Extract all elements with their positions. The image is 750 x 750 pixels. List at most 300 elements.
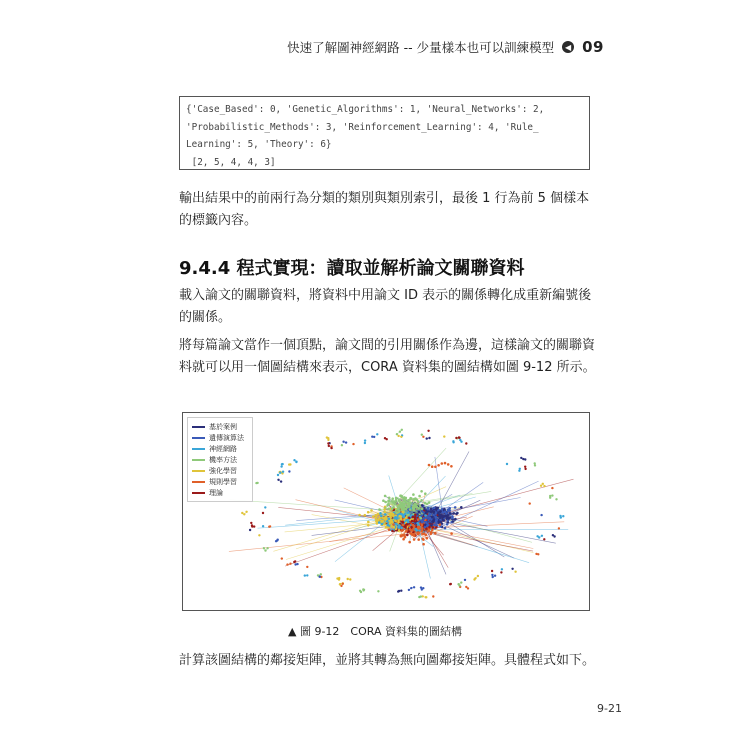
graph-node bbox=[388, 518, 391, 521]
graph-node bbox=[422, 543, 425, 546]
graph-node bbox=[414, 503, 417, 506]
graph-node bbox=[420, 586, 422, 588]
legend-swatch bbox=[192, 492, 205, 494]
graph-node bbox=[444, 462, 447, 465]
graph-node bbox=[449, 512, 452, 515]
graph-node bbox=[428, 526, 431, 529]
graph-node bbox=[264, 506, 266, 508]
graph-node bbox=[446, 523, 449, 526]
graph-node bbox=[379, 512, 382, 515]
graph-node bbox=[428, 437, 430, 439]
graph-node bbox=[378, 521, 381, 524]
graph-node bbox=[418, 596, 420, 598]
graph-node bbox=[423, 517, 426, 520]
graph-node bbox=[387, 508, 390, 511]
graph-node bbox=[398, 498, 401, 501]
code-line: Learning': 5, 'Theory': 6} bbox=[186, 139, 332, 150]
paragraph-adjacency-matrix: 計算該圖結構的鄰接矩陣，並將其轉為無向圖鄰接矩陣。具體程式如下。 bbox=[179, 653, 596, 668]
chevron-left-icon: ◀ bbox=[562, 41, 574, 53]
legend-label: 遺傳演算法 bbox=[209, 433, 244, 442]
paragraph-graph-structure: 將每篇論文當作一個頂點，論文間的引用關係作為邊，這樣論文的關聯資料就可以用一個圖結構來表示，CORA 資料集的圖結構如圖 9-12 所示。 bbox=[179, 338, 596, 375]
graph-node bbox=[384, 495, 387, 498]
graph-node bbox=[452, 520, 455, 523]
graph-node bbox=[434, 466, 437, 469]
graph-node bbox=[396, 433, 398, 435]
graph-node bbox=[395, 512, 398, 515]
graph-node bbox=[330, 447, 332, 449]
graph-node bbox=[399, 502, 402, 505]
graph-node bbox=[434, 532, 437, 535]
graph-node bbox=[397, 505, 400, 508]
graph-node bbox=[477, 575, 479, 577]
chapter-number: 09 bbox=[582, 38, 604, 56]
graph-node bbox=[430, 511, 433, 514]
graph-node bbox=[449, 516, 452, 519]
graph-node bbox=[421, 530, 424, 533]
graph-node bbox=[549, 495, 551, 497]
graph-node bbox=[500, 571, 502, 573]
graph-node bbox=[412, 493, 415, 496]
legend-entry bbox=[192, 454, 248, 465]
graph-node bbox=[306, 566, 308, 568]
graph-edge bbox=[437, 452, 469, 511]
graph-node bbox=[552, 534, 554, 536]
graph-node bbox=[411, 529, 414, 532]
graph-node bbox=[465, 442, 467, 444]
graph-node bbox=[537, 553, 539, 555]
graph-node bbox=[435, 522, 438, 525]
graph-node bbox=[541, 535, 543, 537]
graph-node bbox=[375, 520, 378, 523]
running-header bbox=[287, 38, 604, 56]
graph-node bbox=[386, 524, 389, 527]
graph-node bbox=[384, 513, 387, 516]
graph-node bbox=[400, 436, 402, 438]
graph-node bbox=[400, 590, 402, 592]
legend-swatch bbox=[192, 426, 205, 428]
graph-node bbox=[427, 524, 430, 527]
graph-node bbox=[400, 527, 403, 530]
graph-node bbox=[424, 502, 427, 505]
graph-node bbox=[391, 507, 394, 510]
graph-node bbox=[294, 560, 296, 562]
graph-node bbox=[304, 574, 306, 576]
graph-node bbox=[425, 521, 428, 524]
graph-node bbox=[425, 596, 427, 598]
graph-node bbox=[384, 511, 387, 514]
graph-node bbox=[425, 534, 428, 537]
graph-node bbox=[443, 435, 445, 437]
graph-legend bbox=[187, 417, 253, 502]
graph-node bbox=[387, 503, 390, 506]
graph-node bbox=[455, 437, 457, 439]
graph-node bbox=[431, 529, 434, 532]
legend-entry bbox=[192, 421, 248, 432]
graph-node bbox=[514, 571, 516, 573]
graph-node bbox=[422, 538, 425, 541]
graph-node bbox=[491, 570, 493, 572]
graph-node bbox=[338, 577, 340, 579]
graph-node bbox=[391, 497, 394, 500]
graph-node bbox=[345, 441, 347, 443]
graph-node bbox=[437, 512, 440, 515]
graph-node bbox=[399, 494, 402, 497]
graph-node bbox=[420, 514, 423, 517]
graph-node bbox=[396, 517, 399, 520]
graph-node bbox=[402, 508, 405, 511]
graph-node bbox=[421, 504, 424, 507]
legend-swatch bbox=[192, 448, 205, 450]
graph-node bbox=[422, 436, 424, 438]
graph-node bbox=[457, 583, 459, 585]
graph-node bbox=[431, 520, 434, 523]
graph-node bbox=[410, 587, 412, 589]
graph-node bbox=[413, 586, 415, 588]
graph-node bbox=[326, 436, 328, 438]
graph-node bbox=[328, 445, 330, 447]
graph-node bbox=[420, 523, 423, 526]
graph-node bbox=[494, 575, 496, 577]
graph-node bbox=[542, 483, 544, 485]
graph-node bbox=[417, 532, 420, 535]
code-output-box bbox=[179, 96, 590, 170]
graph-node bbox=[275, 540, 277, 542]
graph-node bbox=[559, 515, 561, 517]
graph-node bbox=[262, 525, 264, 527]
graph-node bbox=[342, 441, 344, 443]
graph-node bbox=[524, 468, 526, 470]
graph-node bbox=[454, 506, 457, 509]
graph-node bbox=[390, 525, 393, 528]
graph-node bbox=[279, 472, 281, 474]
graph-node bbox=[417, 500, 420, 503]
graph-node bbox=[473, 578, 475, 580]
graph-node bbox=[389, 522, 392, 525]
legend-entry bbox=[192, 465, 248, 476]
paragraph-load-relations: 載入論文的關聯資料，將資料中用論文 ID 表示的關係轉化成重新編號後的關係。 bbox=[179, 288, 592, 325]
graph-node bbox=[418, 495, 421, 498]
graph-node bbox=[430, 531, 433, 534]
graph-node bbox=[391, 520, 394, 523]
graph-node bbox=[251, 524, 253, 526]
graph-node bbox=[395, 497, 398, 500]
legend-label: 理論 bbox=[209, 488, 223, 497]
graph-edge bbox=[258, 519, 389, 528]
graph-node bbox=[320, 573, 322, 575]
graph-node bbox=[400, 518, 403, 521]
graph-node bbox=[409, 532, 412, 535]
graph-node bbox=[374, 514, 377, 517]
graph-node bbox=[386, 438, 388, 440]
graph-node bbox=[317, 574, 319, 576]
graph-node bbox=[426, 437, 428, 439]
graph-node bbox=[397, 435, 399, 437]
graph-node bbox=[434, 524, 437, 527]
graph-node bbox=[450, 583, 452, 585]
graph-node bbox=[342, 583, 344, 585]
graph-node bbox=[442, 511, 445, 514]
graph-node bbox=[280, 465, 282, 467]
graph-node bbox=[412, 534, 415, 537]
graph-node bbox=[403, 514, 406, 517]
graph-node bbox=[551, 487, 553, 489]
graph-node bbox=[392, 500, 395, 503]
graph-nodes bbox=[241, 429, 564, 599]
graph-node bbox=[397, 508, 400, 511]
graph-node bbox=[440, 514, 443, 517]
graph-node bbox=[417, 526, 420, 529]
running-title: 快速了解圖神經網路 -- 少量樣本也可以訓練模型 bbox=[287, 40, 555, 55]
graph-node bbox=[398, 590, 400, 592]
graph-node bbox=[412, 524, 415, 527]
graph-node bbox=[406, 506, 409, 509]
graph-node bbox=[370, 509, 373, 512]
graph-node bbox=[431, 465, 434, 468]
graph-node bbox=[402, 521, 405, 524]
code-line: {'Case_Based': 0, 'Genetic_Algorithms': 1, 'Neural_Networks': 2, bbox=[186, 104, 545, 115]
graph-node bbox=[447, 463, 450, 466]
graph-node bbox=[341, 444, 343, 446]
graph-node bbox=[454, 518, 457, 521]
graph-node bbox=[408, 525, 411, 528]
graph-node bbox=[245, 511, 247, 513]
graph-node bbox=[375, 517, 378, 520]
graph-node bbox=[540, 514, 542, 516]
graph-node bbox=[452, 512, 455, 515]
section-title: 9.4.4 程式實現：讀取並解析論文關聯資料 bbox=[179, 258, 525, 279]
graph-node bbox=[420, 499, 423, 502]
graph-node bbox=[421, 527, 424, 530]
graph-node bbox=[381, 523, 384, 526]
graph-node bbox=[400, 529, 403, 532]
cora-graph-figure bbox=[182, 412, 590, 611]
graph-node bbox=[362, 588, 364, 590]
graph-node bbox=[404, 536, 407, 539]
graph-node bbox=[403, 503, 406, 506]
graph-node bbox=[452, 440, 454, 442]
graph-node bbox=[420, 490, 423, 493]
graph-node bbox=[465, 586, 467, 588]
graph-node bbox=[433, 510, 436, 513]
graph-node bbox=[409, 508, 412, 511]
graph-node bbox=[435, 516, 438, 519]
graph-node bbox=[401, 429, 403, 431]
graph-node bbox=[256, 482, 258, 484]
graph-node bbox=[414, 516, 417, 519]
page-number: 9-21 bbox=[597, 702, 622, 715]
code-line: [2, 5, 4, 4, 3] bbox=[186, 156, 276, 168]
code-line: 'Probabilistic_Methods': 3, 'Reinforcement_Learning': 4, 'Rule_ bbox=[186, 121, 539, 133]
graph-node bbox=[377, 518, 380, 521]
graph-node bbox=[282, 471, 284, 473]
graph-node bbox=[421, 434, 423, 436]
legend-label: 機率方法 bbox=[209, 455, 237, 464]
graph-node bbox=[407, 512, 410, 515]
graph-node bbox=[437, 464, 440, 467]
legend-label: 規則學習 bbox=[209, 477, 237, 486]
graph-node bbox=[425, 512, 428, 515]
graph-node bbox=[433, 507, 436, 510]
graph-node bbox=[438, 520, 441, 523]
graph-node bbox=[408, 589, 410, 591]
graph-node bbox=[524, 466, 526, 468]
graph-node bbox=[432, 526, 435, 529]
legend-swatch bbox=[192, 481, 205, 483]
graph-node bbox=[520, 457, 522, 459]
legend-entry bbox=[192, 476, 248, 487]
legend-entry bbox=[192, 443, 248, 454]
graph-node bbox=[289, 463, 291, 465]
graph-node bbox=[435, 508, 438, 511]
graph-node bbox=[405, 516, 408, 519]
legend-swatch bbox=[192, 470, 205, 472]
graph-node bbox=[376, 433, 378, 435]
graph-node bbox=[249, 529, 251, 531]
graph-node bbox=[427, 430, 429, 432]
graph-node bbox=[460, 581, 462, 583]
graph-node bbox=[420, 517, 423, 520]
graph-node bbox=[558, 527, 560, 529]
graph-node bbox=[327, 442, 329, 444]
graph-node bbox=[294, 563, 296, 565]
graph-node bbox=[306, 574, 308, 576]
graph-node bbox=[458, 437, 460, 439]
graph-node bbox=[413, 507, 416, 510]
graph-node bbox=[442, 519, 445, 522]
graph-node bbox=[360, 591, 362, 593]
graph-node bbox=[439, 524, 442, 527]
graph-node bbox=[364, 514, 367, 517]
graph-node bbox=[371, 436, 373, 438]
legend-label: 神經網路 bbox=[209, 444, 237, 453]
graph-node bbox=[266, 547, 268, 549]
graph-node bbox=[241, 512, 243, 514]
graph-node bbox=[391, 530, 394, 533]
graph-node bbox=[263, 547, 265, 549]
graph-node bbox=[524, 458, 526, 460]
graph-node bbox=[451, 517, 454, 520]
graph-node bbox=[277, 479, 279, 481]
graph-node bbox=[382, 499, 385, 502]
graph-node bbox=[381, 520, 384, 523]
graph-node bbox=[413, 498, 416, 501]
graph-node bbox=[417, 507, 420, 510]
graph-node bbox=[519, 468, 521, 470]
graph-node bbox=[447, 514, 450, 517]
graph-node bbox=[384, 501, 387, 504]
graph-node bbox=[280, 480, 282, 482]
graph-node bbox=[253, 525, 255, 527]
graph-node bbox=[364, 442, 366, 444]
graph-node bbox=[380, 515, 383, 518]
graph-node bbox=[383, 508, 386, 511]
graph-node bbox=[432, 595, 434, 597]
graph-node bbox=[413, 538, 416, 541]
graph-node bbox=[264, 549, 266, 551]
graph-node bbox=[441, 462, 444, 465]
legend-label: 基於案例 bbox=[209, 422, 237, 431]
graph-node bbox=[413, 520, 416, 523]
graph-node bbox=[277, 474, 279, 476]
graph-node bbox=[281, 463, 283, 465]
graph-node bbox=[367, 521, 370, 524]
graph-node bbox=[429, 517, 432, 520]
graph-node bbox=[447, 516, 450, 519]
graph-node bbox=[407, 519, 410, 522]
graph-node bbox=[492, 576, 494, 578]
graph-node bbox=[388, 500, 391, 503]
graph-node bbox=[399, 431, 401, 433]
graph-node bbox=[431, 516, 434, 519]
graph-node bbox=[421, 508, 424, 511]
graph-node bbox=[506, 463, 508, 465]
graph-node bbox=[424, 514, 427, 517]
graph-node bbox=[243, 513, 245, 515]
graph-node bbox=[460, 506, 463, 509]
graph-node bbox=[358, 514, 361, 517]
graph-node bbox=[427, 507, 430, 510]
graph-node bbox=[406, 534, 409, 537]
graph-node bbox=[417, 518, 420, 521]
graph-node bbox=[444, 527, 447, 530]
graph-node bbox=[401, 511, 404, 514]
legend-label: 強化學習 bbox=[209, 466, 237, 475]
graph-node bbox=[289, 563, 291, 565]
graph-node bbox=[377, 513, 380, 516]
graph-node bbox=[394, 503, 397, 506]
graph-node bbox=[347, 578, 349, 580]
graph-node bbox=[376, 522, 379, 525]
graph-node bbox=[414, 514, 417, 517]
graph-node bbox=[407, 514, 410, 517]
graph-node bbox=[455, 513, 458, 516]
graph-node bbox=[398, 510, 401, 513]
figure-caption: ▲ 圖 9-12 CORA 資料集的圖結構 bbox=[288, 625, 462, 638]
graph-node bbox=[491, 574, 493, 576]
graph-node bbox=[501, 568, 503, 570]
graph-node bbox=[511, 568, 513, 570]
graph-node bbox=[407, 530, 410, 533]
graph-node bbox=[430, 508, 433, 511]
graph-node bbox=[378, 508, 381, 511]
legend-entry bbox=[192, 432, 248, 443]
graph-node bbox=[422, 511, 425, 514]
graph-node bbox=[450, 465, 453, 468]
graph-node bbox=[269, 525, 271, 527]
graph-node bbox=[395, 523, 398, 526]
graph-node bbox=[543, 485, 545, 487]
graph-node bbox=[262, 512, 264, 514]
graph-node bbox=[288, 470, 290, 472]
graph-node bbox=[410, 497, 413, 500]
graph-node bbox=[411, 520, 414, 523]
graph-node bbox=[377, 590, 379, 592]
graph-node bbox=[386, 526, 389, 529]
graph-node bbox=[393, 526, 396, 529]
graph-node bbox=[543, 538, 545, 540]
graph-node bbox=[367, 511, 370, 514]
legend-swatch bbox=[192, 459, 205, 461]
graph-node bbox=[416, 522, 419, 525]
graph-edge bbox=[335, 521, 386, 562]
graph-node bbox=[388, 497, 391, 500]
graph-node bbox=[250, 522, 252, 524]
graph-node bbox=[367, 524, 370, 527]
graph-node bbox=[281, 557, 283, 559]
graph-node bbox=[398, 524, 401, 527]
graph-node bbox=[352, 443, 354, 445]
graph-node bbox=[349, 578, 351, 580]
